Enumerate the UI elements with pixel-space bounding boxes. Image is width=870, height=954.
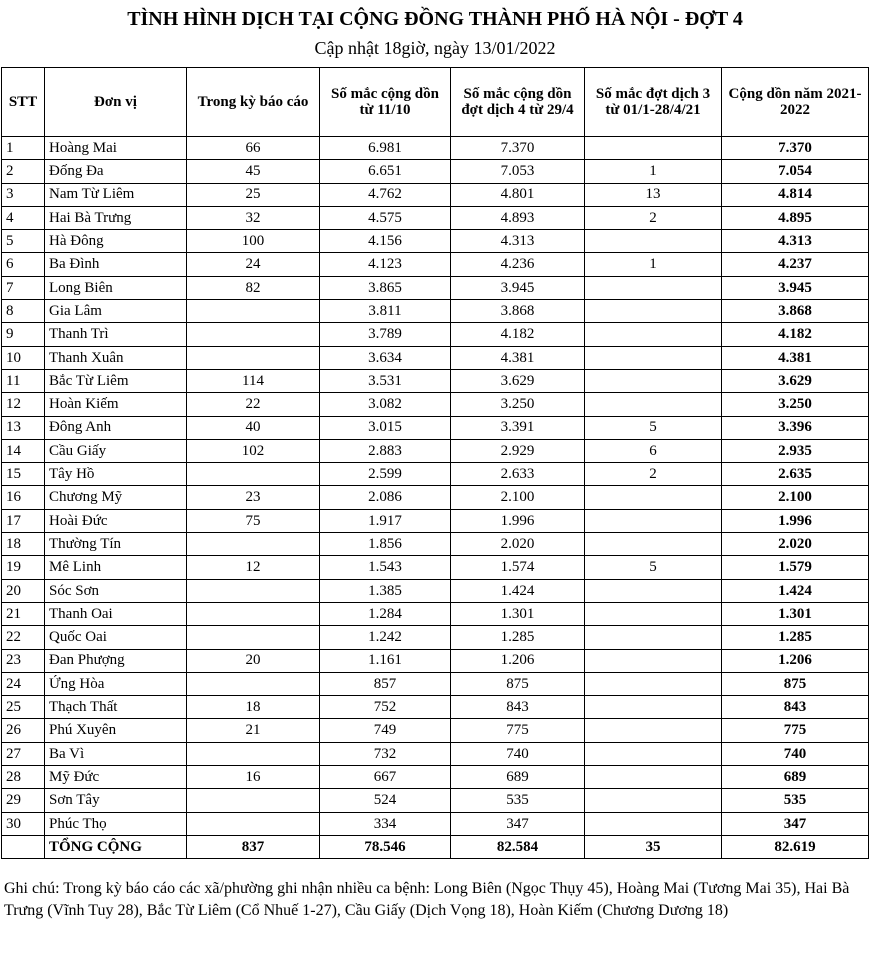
table-cell: 24	[187, 253, 320, 276]
table-cell: 66	[187, 137, 320, 160]
table-cell: 1.301	[451, 602, 585, 625]
table-cell: 3.391	[451, 416, 585, 439]
table-cell: 4.156	[320, 230, 451, 253]
table-row	[2, 672, 869, 695]
table-cell: 524	[320, 789, 451, 812]
table-row	[2, 463, 869, 486]
table-row	[2, 276, 869, 299]
table-cell: Thanh Xuân	[45, 346, 187, 369]
table-cell: 1	[585, 253, 722, 276]
table-cell: 3.634	[320, 346, 451, 369]
table-cell: Thanh Trì	[45, 323, 187, 346]
table-cell	[585, 672, 722, 695]
table-cell: 4.893	[451, 206, 585, 229]
table-cell: Chương Mỹ	[45, 486, 187, 509]
table-cell: 1.424	[451, 579, 585, 602]
table-cell: Thạch Thất	[45, 696, 187, 719]
table-cell	[187, 533, 320, 556]
table-cell: 2.020	[451, 533, 585, 556]
table-cell	[187, 323, 320, 346]
table-cell: 13	[2, 416, 45, 439]
table-cell: 752	[320, 696, 451, 719]
table-cell: 732	[320, 742, 451, 765]
table-cell: Hai Bà Trưng	[45, 206, 187, 229]
table-row	[2, 206, 869, 229]
table-cell: 20	[2, 579, 45, 602]
table-cell	[187, 626, 320, 649]
table-cell	[187, 789, 320, 812]
column-header: Số mắc cộng dồn đợt dịch 4 từ 29/4	[451, 68, 585, 137]
table-cell	[585, 230, 722, 253]
table-cell: 26	[2, 719, 45, 742]
table-cell: 16	[2, 486, 45, 509]
column-header: Trong kỳ báo cáo	[187, 68, 320, 137]
table-row	[2, 696, 869, 719]
table-cell: 17	[2, 509, 45, 532]
table-cell: 1.161	[320, 649, 451, 672]
column-header: Số mắc đợt dịch 3 từ 01/1-28/4/21	[585, 68, 722, 137]
table-cell: 12	[2, 393, 45, 416]
table-cell: 740	[722, 742, 869, 765]
table-cell: 1.856	[320, 533, 451, 556]
column-header: Cộng dồn năm 2021-2022	[722, 68, 869, 137]
table-cell	[585, 137, 722, 160]
table-cell: 1.917	[320, 509, 451, 532]
table-cell: 2.633	[451, 463, 585, 486]
table-cell: 2	[585, 206, 722, 229]
table-cell: 23	[2, 649, 45, 672]
table-cell: 3.629	[451, 369, 585, 392]
table-cell: Cầu Giấy	[45, 439, 187, 462]
table-cell: 114	[187, 369, 320, 392]
table-cell: 3.789	[320, 323, 451, 346]
table-cell	[585, 579, 722, 602]
table-row	[2, 300, 869, 323]
table-cell	[585, 719, 722, 742]
table-row	[2, 719, 869, 742]
total-cell	[2, 835, 45, 858]
table-cell: 1.424	[722, 579, 869, 602]
table-cell: 4.236	[451, 253, 585, 276]
table-cell: 1.543	[320, 556, 451, 579]
table-cell: 18	[2, 533, 45, 556]
table-cell: 3.865	[320, 276, 451, 299]
table-cell: Phú Xuyên	[45, 719, 187, 742]
table-cell: 1.574	[451, 556, 585, 579]
table-cell: 8	[2, 300, 45, 323]
total-row	[2, 835, 869, 858]
table-cell	[585, 626, 722, 649]
table-cell: 2.086	[320, 486, 451, 509]
table-cell: 535	[451, 789, 585, 812]
table-cell: 2	[2, 160, 45, 183]
table-cell: 7	[2, 276, 45, 299]
table-cell: 20	[187, 649, 320, 672]
table-cell: 21	[187, 719, 320, 742]
table-cell	[585, 766, 722, 789]
table-cell: Hoài Đức	[45, 509, 187, 532]
table-cell: 1.285	[451, 626, 585, 649]
table-cell: 347	[451, 812, 585, 835]
table-cell: 28	[2, 766, 45, 789]
table-cell: 25	[2, 696, 45, 719]
table-cell: 2.883	[320, 439, 451, 462]
table-cell: 23	[187, 486, 320, 509]
table-cell: 3.945	[722, 276, 869, 299]
table-cell: 4	[2, 206, 45, 229]
table-cell: 19	[2, 556, 45, 579]
table-row	[2, 509, 869, 532]
table-cell: 4.381	[722, 346, 869, 369]
table-row	[2, 137, 869, 160]
table-row	[2, 416, 869, 439]
total-cell: TỔNG CỘNG	[45, 835, 187, 858]
table-row	[2, 230, 869, 253]
table-cell: Ba Đình	[45, 253, 187, 276]
table-cell: Sóc Sơn	[45, 579, 187, 602]
column-header: Số mắc cộng dồn từ 11/10	[320, 68, 451, 137]
table-cell: Hoàng Mai	[45, 137, 187, 160]
table-cell: Mỹ Đức	[45, 766, 187, 789]
total-cell: 82.619	[722, 835, 869, 858]
table-row	[2, 579, 869, 602]
table-cell: 1.206	[451, 649, 585, 672]
footnote: Ghi chú: Trong kỳ báo cáo các xã/phường ghi nhận nhiều ca bệnh: Long Biên (Ngọc Thụy 45), Hoàng Mai (Tương Mai 35), Hai Bà Trưng (Vĩnh Tuy 28), Bắc Từ Liêm (Cổ Nhuế 1-27), Cầu Giấy (Dịch Vọng 18), Hoàn Kiếm (Chương Dương 18)	[4, 880, 850, 919]
table-cell: 3.868	[722, 300, 869, 323]
table-cell: 875	[451, 672, 585, 695]
table-row	[2, 323, 869, 346]
table-cell: 689	[722, 766, 869, 789]
table-cell: 689	[451, 766, 585, 789]
table-cell: 2.100	[451, 486, 585, 509]
total-cell: 78.546	[320, 835, 451, 858]
table-cell: Quốc Oai	[45, 626, 187, 649]
table-cell: 6.651	[320, 160, 451, 183]
table-row	[2, 626, 869, 649]
table-cell: 1.206	[722, 649, 869, 672]
table-cell: 4.381	[451, 346, 585, 369]
table-cell	[585, 742, 722, 765]
table-cell: 15	[2, 463, 45, 486]
table-cell	[187, 463, 320, 486]
table-row	[2, 742, 869, 765]
total-cell: 35	[585, 835, 722, 858]
table-cell: Gia Lâm	[45, 300, 187, 323]
table-cell: 7.370	[722, 137, 869, 160]
page-title: TÌNH HÌNH DỊCH TẠI CỘNG ĐỒNG THÀNH PHỐ HÀ NỘI - ĐỢT 4	[127, 8, 743, 30]
table-cell: Mê Linh	[45, 556, 187, 579]
table-cell: 3.396	[722, 416, 869, 439]
table-row	[2, 649, 869, 672]
table-cell: 4.895	[722, 206, 869, 229]
table-cell: 10	[2, 346, 45, 369]
table-cell: 4.313	[451, 230, 585, 253]
table-cell: 16	[187, 766, 320, 789]
table-cell: 7.370	[451, 137, 585, 160]
table-cell	[187, 742, 320, 765]
covid-cases-table	[1, 67, 869, 859]
table-cell: 2.929	[451, 439, 585, 462]
table-cell: 1.284	[320, 602, 451, 625]
table-cell	[585, 649, 722, 672]
table-cell	[585, 533, 722, 556]
table-cell: 25	[187, 183, 320, 206]
table-body	[2, 137, 869, 859]
table-cell: 7.054	[722, 160, 869, 183]
table-cell: 4.575	[320, 206, 451, 229]
table-cell	[585, 300, 722, 323]
table-cell: 3.945	[451, 276, 585, 299]
table-cell: 1.242	[320, 626, 451, 649]
table-cell: 30	[2, 812, 45, 835]
table-row	[2, 439, 869, 462]
table-cell: 775	[451, 719, 585, 742]
table-cell: 12	[187, 556, 320, 579]
table-cell: 18	[187, 696, 320, 719]
table-cell: Sơn Tây	[45, 789, 187, 812]
table-cell	[187, 300, 320, 323]
table-cell	[187, 346, 320, 369]
column-header: STT	[2, 68, 45, 137]
total-cell: 82.584	[451, 835, 585, 858]
table-cell	[585, 602, 722, 625]
table-row	[2, 602, 869, 625]
table-cell	[585, 486, 722, 509]
table-cell: 5	[585, 416, 722, 439]
table-cell: 1.579	[722, 556, 869, 579]
table-cell: 3.811	[320, 300, 451, 323]
table-cell	[187, 672, 320, 695]
table-cell: Ứng Hòa	[45, 672, 187, 695]
table-cell: Phúc Thọ	[45, 812, 187, 835]
table-cell: 75	[187, 509, 320, 532]
table-cell: 1.301	[722, 602, 869, 625]
table-cell: 535	[722, 789, 869, 812]
table-row	[2, 183, 869, 206]
total-cell: 837	[187, 835, 320, 858]
table-cell: 4.814	[722, 183, 869, 206]
table-row	[2, 393, 869, 416]
table-row	[2, 556, 869, 579]
table-cell: 11	[2, 369, 45, 392]
table-row	[2, 486, 869, 509]
table-cell: 3.015	[320, 416, 451, 439]
table-cell: Nam Từ Liêm	[45, 183, 187, 206]
table-cell: 102	[187, 439, 320, 462]
table-cell: 875	[722, 672, 869, 695]
table-cell: 1.385	[320, 579, 451, 602]
table-cell: 6	[2, 253, 45, 276]
table-cell: 3	[2, 183, 45, 206]
table-cell: 775	[722, 719, 869, 742]
table-cell	[585, 696, 722, 719]
table-cell: 2.935	[722, 439, 869, 462]
table-cell	[585, 323, 722, 346]
table-cell: 3.250	[722, 393, 869, 416]
table-row	[2, 812, 869, 835]
table-cell: 5	[2, 230, 45, 253]
table-cell: 22	[2, 626, 45, 649]
table-cell: 857	[320, 672, 451, 695]
table-row	[2, 766, 869, 789]
table-cell: Long Biên	[45, 276, 187, 299]
table-cell: Hà Đông	[45, 230, 187, 253]
table-cell	[585, 509, 722, 532]
table-cell	[187, 812, 320, 835]
table-cell: 667	[320, 766, 451, 789]
table-header-row	[2, 68, 869, 137]
table-cell: 7.053	[451, 160, 585, 183]
table-cell: 1.996	[451, 509, 585, 532]
table-cell: 21	[2, 602, 45, 625]
table-row	[2, 253, 869, 276]
page-subtitle: Cập nhật 18giờ, ngày 13/01/2022	[314, 38, 556, 58]
table-cell: 32	[187, 206, 320, 229]
table-cell: 2	[585, 463, 722, 486]
table-cell: 22	[187, 393, 320, 416]
table-cell: 4.801	[451, 183, 585, 206]
table-cell: Đông Anh	[45, 416, 187, 439]
table-cell: 27	[2, 742, 45, 765]
table-cell: 2.100	[722, 486, 869, 509]
table-cell: 40	[187, 416, 320, 439]
table-cell: 4.182	[722, 323, 869, 346]
table-cell: 843	[451, 696, 585, 719]
table-cell: 13	[585, 183, 722, 206]
table-cell	[585, 276, 722, 299]
table-cell: 4.762	[320, 183, 451, 206]
table-cell	[585, 789, 722, 812]
table-cell: 6.981	[320, 137, 451, 160]
table-cell: Đan Phượng	[45, 649, 187, 672]
table-cell	[187, 602, 320, 625]
table-cell: 1.996	[722, 509, 869, 532]
table-cell: 24	[2, 672, 45, 695]
table-cell: 3.868	[451, 300, 585, 323]
table-cell: 29	[2, 789, 45, 812]
table-cell	[585, 393, 722, 416]
table-row	[2, 533, 869, 556]
table-cell: 843	[722, 696, 869, 719]
table-cell: 3.531	[320, 369, 451, 392]
table-cell: 347	[722, 812, 869, 835]
table-cell: Thường Tín	[45, 533, 187, 556]
table-cell: 334	[320, 812, 451, 835]
table-cell: Hoàn Kiếm	[45, 393, 187, 416]
table-cell: 9	[2, 323, 45, 346]
table-cell: 14	[2, 439, 45, 462]
table-cell: 82	[187, 276, 320, 299]
table-cell: 1	[585, 160, 722, 183]
table-cell	[585, 369, 722, 392]
table-cell: Tây Hồ	[45, 463, 187, 486]
table-cell: Ba Vì	[45, 742, 187, 765]
table-cell: 749	[320, 719, 451, 742]
table-cell: 4.182	[451, 323, 585, 346]
table-cell: 740	[451, 742, 585, 765]
table-cell: Bắc Từ Liêm	[45, 369, 187, 392]
table-cell: 5	[585, 556, 722, 579]
table-cell: 45	[187, 160, 320, 183]
table-cell: 1.285	[722, 626, 869, 649]
table-cell: Đống Đa	[45, 160, 187, 183]
table-cell: 3.082	[320, 393, 451, 416]
table-cell: 2.020	[722, 533, 869, 556]
table-row	[2, 369, 869, 392]
table-cell	[585, 812, 722, 835]
table-cell: 100	[187, 230, 320, 253]
table-cell: 2.599	[320, 463, 451, 486]
table-cell	[585, 346, 722, 369]
table-cell: Thanh Oai	[45, 602, 187, 625]
table-row	[2, 346, 869, 369]
table-row	[2, 789, 869, 812]
table-row	[2, 160, 869, 183]
table-cell	[187, 579, 320, 602]
table-cell: 3.629	[722, 369, 869, 392]
table-cell: 4.313	[722, 230, 869, 253]
table-cell: 4.237	[722, 253, 869, 276]
column-header: Đơn vị	[45, 68, 187, 137]
table-cell: 6	[585, 439, 722, 462]
table-cell: 4.123	[320, 253, 451, 276]
table-cell: 2.635	[722, 463, 869, 486]
table-cell: 1	[2, 137, 45, 160]
table-cell: 3.250	[451, 393, 585, 416]
